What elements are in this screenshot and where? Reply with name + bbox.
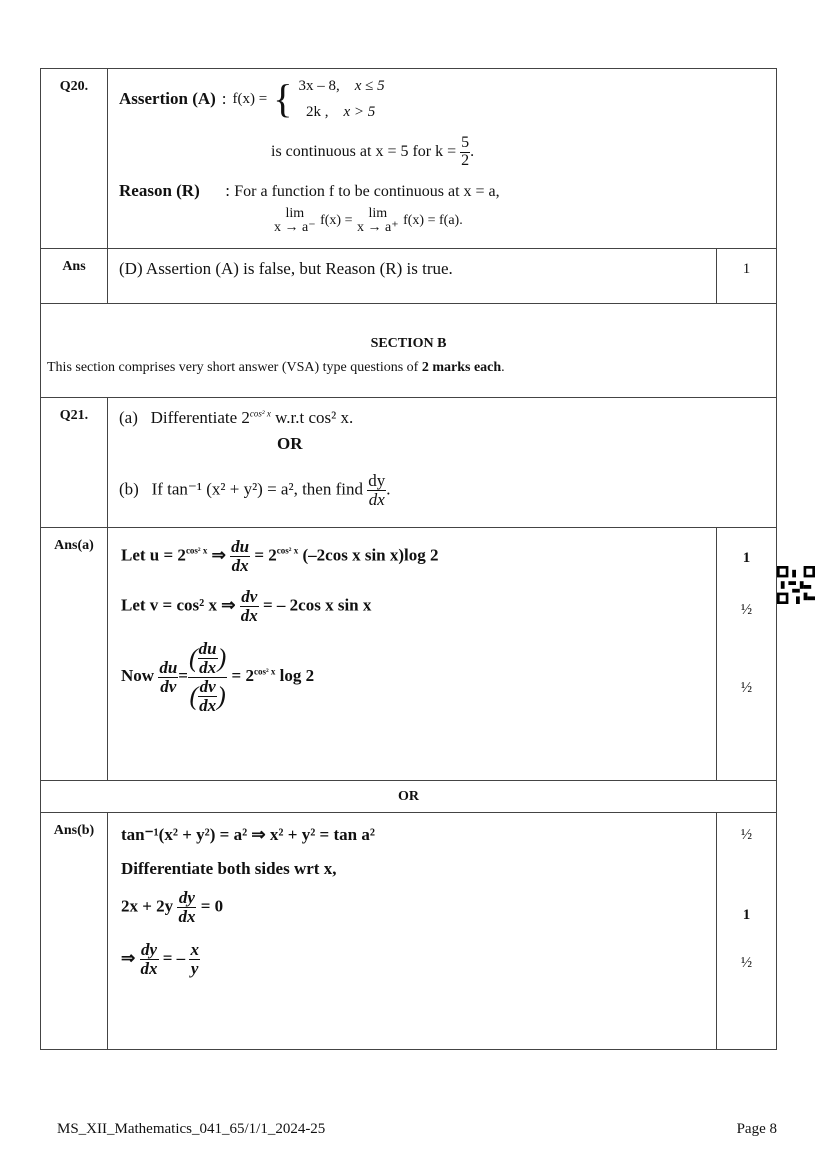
denominator: dx bbox=[231, 555, 249, 575]
lim-right bbox=[356, 207, 400, 235]
lim-sub: x → a⁺ bbox=[357, 220, 399, 235]
fraction bbox=[230, 538, 250, 575]
equals: = bbox=[178, 666, 188, 686]
denominator: 2 bbox=[461, 151, 470, 169]
continuity-statement: is continuous at x = 5 for k = $\frac{5}{2}$ . bbox=[271, 134, 475, 169]
denominator: y bbox=[190, 958, 199, 978]
marks-cell bbox=[716, 813, 776, 1049]
math: = – bbox=[162, 948, 186, 968]
part-text: Differentiate 2 bbox=[150, 408, 250, 427]
denominator: dx bbox=[240, 605, 258, 625]
or-label: OR bbox=[398, 789, 419, 804]
answer-b-row bbox=[40, 812, 777, 1050]
part-a bbox=[119, 408, 353, 428]
marks: ½ bbox=[740, 827, 753, 843]
math: = – 2cos x sin x bbox=[262, 595, 372, 615]
numerator: dy bbox=[368, 471, 386, 490]
denominator: dx bbox=[178, 906, 196, 926]
math: = 2 bbox=[231, 666, 254, 686]
answer-line-2: Differentiate both sides wrt x, bbox=[121, 859, 337, 878]
numerator: du bbox=[231, 537, 250, 556]
math: log 2 bbox=[275, 666, 315, 686]
numerator: dy bbox=[178, 888, 195, 907]
section-title: SECTION B bbox=[370, 336, 447, 351]
compound-fraction: ( $\frac{du}{dx}$ ) ( $\frac{dv}{dx}$ ) bbox=[188, 639, 227, 715]
math: = 2 bbox=[254, 545, 277, 565]
lim: lim bbox=[285, 206, 305, 221]
marks: ½ bbox=[740, 955, 753, 971]
or-row bbox=[40, 780, 777, 812]
piecewise-cases bbox=[298, 73, 384, 125]
math: Now bbox=[121, 666, 155, 686]
numerator: 5 bbox=[461, 134, 470, 151]
math: (–2cos x sin x)log 2 bbox=[302, 545, 439, 565]
marks: ½ bbox=[740, 602, 753, 618]
answer-line-4 bbox=[121, 941, 200, 978]
exponent: cos² x bbox=[185, 545, 208, 556]
q21-row bbox=[40, 397, 777, 527]
colon: : bbox=[221, 89, 227, 108]
denominator: dx bbox=[368, 489, 385, 509]
limit-expression bbox=[273, 207, 463, 235]
case2-expr: 2k , bbox=[305, 104, 329, 120]
answer-line-1: tan⁻¹(x² + y²) = a² ⇒ x² + y² = tan a² bbox=[121, 825, 375, 844]
marks-cell bbox=[716, 528, 776, 780]
desc-text: This section comprises very short answer (VSA) type questions of bbox=[47, 360, 422, 375]
lim-left bbox=[273, 207, 317, 235]
part-text: w.r.t cos² x. bbox=[270, 408, 354, 427]
numerator: du bbox=[198, 639, 217, 658]
answer-line-3 bbox=[121, 640, 314, 714]
exponent: cos² x bbox=[276, 545, 299, 556]
math: Let v = cos² x ⇒ bbox=[121, 595, 236, 615]
numerator: x bbox=[190, 940, 199, 959]
answer-label: Ans(b) bbox=[41, 813, 108, 1049]
denominator: dx bbox=[140, 958, 158, 978]
exponent: cos² x bbox=[249, 408, 271, 419]
fraction bbox=[240, 588, 259, 625]
lim-end: f(x) = f(a). bbox=[403, 213, 463, 229]
math: 2x + 2y bbox=[121, 896, 174, 916]
answer-label: Ans bbox=[41, 249, 108, 303]
numerator: du bbox=[159, 657, 178, 677]
answer-text: (D) Assertion (A) is false, but Reason (R) is true. bbox=[119, 259, 453, 278]
or-label: OR bbox=[277, 434, 303, 453]
marks: 1 bbox=[742, 261, 751, 277]
assertion-label: Assertion (A) bbox=[119, 89, 216, 108]
fx: f(x) = bbox=[232, 90, 268, 107]
fraction bbox=[158, 659, 178, 696]
part-text: If tan⁻¹ (x² + y²) = a², then find bbox=[151, 479, 363, 499]
lim-sub: x → a⁻ bbox=[274, 220, 316, 235]
answer-line-3 bbox=[121, 889, 223, 926]
numerator: dy bbox=[140, 940, 158, 959]
colon: : bbox=[225, 181, 230, 200]
reason-label: Reason (R) bbox=[119, 181, 200, 200]
math: = 0 bbox=[200, 896, 224, 916]
denominator: dx bbox=[199, 657, 217, 677]
section-b-row bbox=[40, 303, 777, 397]
fraction bbox=[177, 889, 196, 926]
fraction bbox=[367, 472, 386, 509]
denominator: dx bbox=[199, 695, 217, 715]
denominator: dv bbox=[160, 676, 177, 696]
fraction bbox=[140, 941, 159, 978]
answer-a-row bbox=[40, 527, 777, 780]
document-code: MS_XII_Mathematics_041_65/1/1_2024-25 bbox=[57, 1121, 326, 1137]
desc-bold: 2 marks each bbox=[421, 360, 502, 375]
part-b: (b) If tan⁻¹ (x² + y²) = a², then find $\frac{dy}{dx}$ . bbox=[119, 471, 391, 509]
answer-line-1 bbox=[121, 538, 439, 575]
part-label: (b) bbox=[119, 479, 139, 499]
case1-expr: 3x – 8, bbox=[298, 78, 340, 94]
implies: ⇒ bbox=[211, 545, 226, 565]
desc-end: . bbox=[501, 360, 505, 375]
answer-line-2 bbox=[121, 588, 371, 625]
part-label: (a) bbox=[119, 408, 138, 427]
q20-answer-row bbox=[40, 248, 777, 303]
assertion bbox=[119, 73, 385, 125]
marks: 1 bbox=[742, 907, 751, 923]
fraction bbox=[460, 135, 470, 170]
q20-row bbox=[40, 68, 777, 248]
lim: lim bbox=[368, 206, 388, 221]
marks: 1 bbox=[742, 550, 751, 566]
question-number: Q20. bbox=[41, 69, 108, 248]
marks: ½ bbox=[740, 680, 753, 696]
qr-code-icon bbox=[777, 566, 815, 604]
section-description bbox=[47, 360, 505, 376]
continuity-text: is continuous at x = 5 for k = bbox=[271, 142, 457, 160]
exponent: cos² x bbox=[253, 666, 276, 677]
marks-cell bbox=[716, 249, 776, 303]
numerator: dv bbox=[199, 676, 216, 696]
fraction bbox=[189, 941, 200, 978]
brace-icon: { bbox=[273, 76, 293, 121]
answer-label: Ans(a) bbox=[41, 528, 108, 780]
math: ⇒ bbox=[121, 948, 136, 968]
case1-cond: x ≤ 5 bbox=[354, 78, 385, 94]
case2-cond: x > 5 bbox=[343, 104, 376, 120]
math: Let u = 2 bbox=[121, 545, 186, 565]
numerator: dv bbox=[241, 587, 258, 606]
question-number: Q21. bbox=[41, 398, 108, 527]
lim-mid: f(x) = bbox=[320, 213, 353, 229]
page-number: Page 8 bbox=[736, 1121, 777, 1137]
reason bbox=[119, 181, 500, 201]
reason-text: For a function f to be continuous at x = a, bbox=[234, 183, 500, 200]
